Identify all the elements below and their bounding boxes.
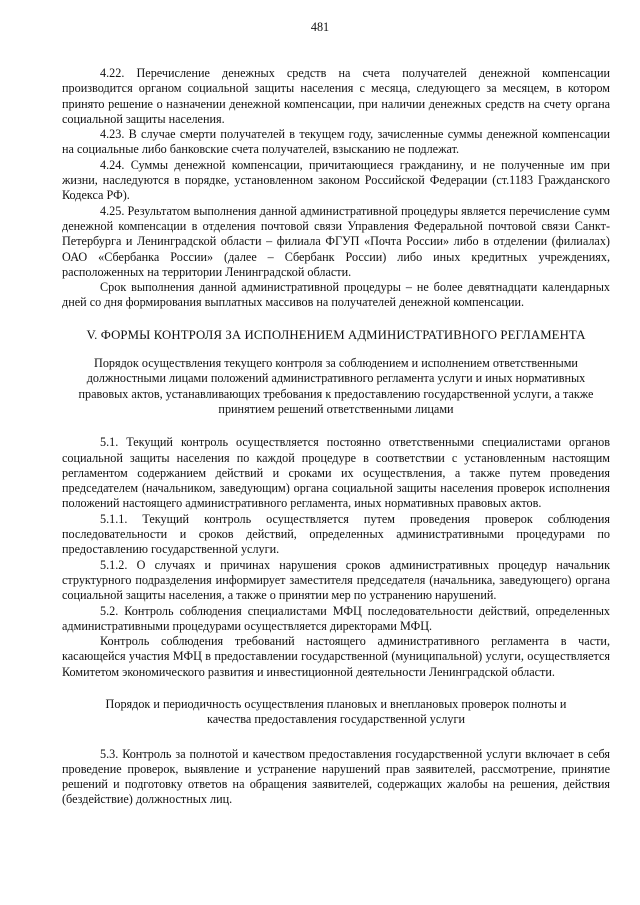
paragraph-deadline: Срок выполнения данной административной процедуры – не более девятнадцати календарных дней со дня формирования выплатных массивов на получателей денежной компенсации. — [62, 280, 610, 310]
paragraph-5-2: 5.2. Контроль соблюдения специалистами МФЦ последовательности действий, определенных административными процедурами осуществляется директорами МФЦ. — [62, 603, 610, 633]
section-heading: V. ФОРМЫ КОНТРОЛЯ ЗА ИСПОЛНЕНИЕМ АДМИНИСТРАТИВНОГО РЕГЛАМЕНТА — [86, 327, 586, 342]
page-number: 481 — [310, 20, 330, 34]
paragraph-4-25: 4.25. Результатом выполнения данной административной процедуры является перечисление сумм денежной компенсации в отделения почтовой связи Управления Федеральной почтовой связи Санкт-Петербурга и Ленинградской области – филиала ФГУП «Почта России» либо в отделении (филиалах) ОАО «Сбербанка России» (далее – Сбербанк России) либо иных кредитных учреждениях, расположенных на территории Ленинградской области. — [62, 203, 610, 279]
paragraph-mfc-control: Контроль соблюдения требований настоящего административного регламента в части, касающейся участия МФЦ в предоставлении государственной (муниципальной) услуги, осуществляется Комитетом экономического развития и инвестиционной деятельности Ленинградской области. — [62, 634, 610, 679]
page-content — [62, 66, 610, 808]
paragraph-4-22: 4.22. Перечисление денежных средств на счета получателей денежной компенсации производится органом социальной защиты населения с месяца, следующего за месяцем, в котором принято решение о назначении денежной компенсации, при наличии денежных средств на счету органа социальной защиты населения. — [62, 66, 610, 126]
paragraph-4-24: 4.24. Суммы денежной компенсации, причитающиеся гражданину, и не полученные им при жизни, наследуются в порядке, установленном законом Российской Федерации (ст.1183 Гражданского Кодекса РФ). — [62, 157, 610, 203]
paragraph-5-3: 5.3. Контроль за полнотой и качеством предоставления государственной услуги включает в себя проведение проверок, выявление и устранение нарушений прав заявителей, рассмотрение, принятие решений и подготовку ответов на обращения заявителей, содержащих жалобы на решения, действия (бездействие) должностных лиц. — [62, 746, 610, 807]
subheading-current-control: Порядок осуществления текущего контроля за соблюдением и исполнением ответственными должностными лицами положений административного регламента услуги и иных нормативных правовых актов, устанавливающих требования к предоставлению государственной услуги, а также принятием решений ответственными лицами — [78, 356, 594, 416]
paragraph-5-1-1: 5.1.1. Текущий контроль осуществляется путем проведения проверок соблюдения последовательности и сроков действий, определенных административными процедурами по предоставлению государственной услуги. — [62, 511, 610, 557]
subheading-inspections: Порядок и периодичность осуществления плановых и внеплановых проверок полноты и качества предоставления государственной услуги — [105, 696, 567, 727]
paragraph-4-23: 4.23. В случае смерти получателей в текущем году, зачисленные суммы денежной компенсации на социальные либо банковские счета получателей, взысканию не подлежат. — [62, 127, 610, 157]
section-body-current-control — [62, 435, 610, 680]
paragraph-5-1-2: 5.1.2. О случаях и причинах нарушения сроков административных процедур начальник структурного подразделения информирует заместителя председателя (начальника, заведующего) органа социальной защиты населения, а также о принятии мер по устранению нарушений. — [62, 557, 610, 603]
paragraph-5-1: 5.1. Текущий контроль осуществляется постоянно ответственными специалистами органов социальной защиты населения по каждой процедуре в соответствии с установленным настоящим регламентом содержанием действий и сроками их осуществления, а также путем проведения председателем (начальником, заведующим) органа социальной защиты населения проверок исполнения положений настоящего административного регламента, иных нормативных правовых актов. — [62, 435, 610, 511]
section-body-inspections — [62, 747, 610, 808]
